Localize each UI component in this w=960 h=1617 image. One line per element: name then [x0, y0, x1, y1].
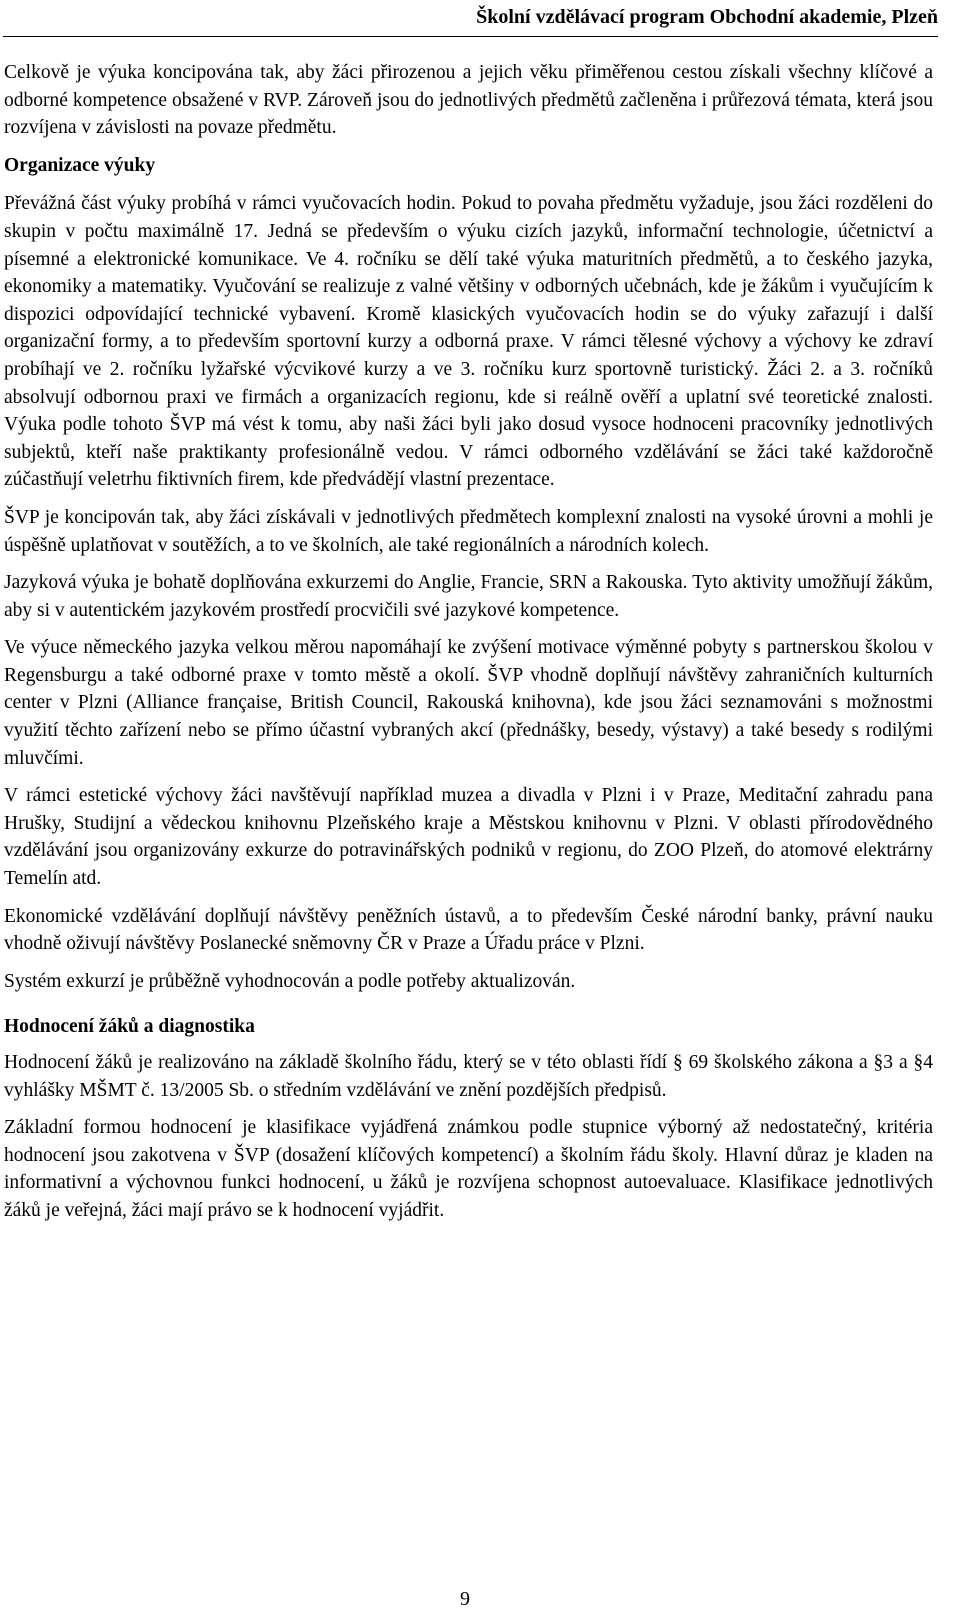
paragraph-organizace-6: Ekonomické vzdělávání doplňují návštěvy peněžních ústavů, a to především České národní banky, právní nauku vhodně oživují návštěvy Poslanecké sněmovny ČR v Praze a Úřadu práce v Plzni.: [4, 905, 933, 955]
paragraph-hodnoceni-1: Hodnocení žáků je realizováno na základě školního řádu, který se v této oblasti řídí § 69 školského zákona a §3 a §4 vyhlášky MŠMT č. 13/2005 Sb. o středním vzdělávání ve znění pozdějších předpisů.: [4, 1052, 933, 1101]
section-heading-hodnoceni: Hodnocení žáků a diagnostika: [4, 1016, 255, 1038]
paragraph-organizace-3: Jazyková výuka je bohatě doplňována exkurzemi do Anglie, Francie, SRN a Rakouska. Tyto aktivity umožňují žákům, aby si v autentickém jazykovém prostředí procvičili své jazykové kompetence.: [4, 572, 933, 621]
paragraph-organizace-4: Ve výuce německého jazyka velkou měrou napomáhají ke zvýšení motivace výměnné pobyty s partnerskou školou v Regensburgu a také odborné praxe v tomto městě a okolí. ŠVP vhodně doplňují návštěvy zahraničních kulturních center v Plzni (Alliance française, British Council, Rakouská knihovna), kde jsou žáci seznamováni s možnostmi využití těchto zařízení nebo se přímo účastní vybraných akcí (přednášky, besedy, výstavy) a také besedy s rodilými mluvčími.: [4, 637, 933, 769]
header-rule: [3, 36, 938, 37]
running-header: Školní vzdělávací program Obchodní akademie, Plzeň: [476, 6, 938, 28]
paragraph-hodnoceni-2: Základní formou hodnocení je klasifikace vyjádřená známkou podle stupnice výborný až nedostatečný, kritéria hodnocení jsou zakotvena v ŠVP (dosažení klíčových kompetencí) a školním řádu školy. Hlavní důraz je kladen na informativní a výchovnou funkci hodnocení, u žáků je rozvíjena schopnost autoevaluace. Klasifikace jednotlivých žáků je veřejná, žáci mají právo se k hodnocení vyjádřit.: [4, 1117, 933, 1221]
page-number: 9: [460, 1588, 470, 1610]
paragraph-organizace-1: Převážná část výuky probíhá v rámci vyučovacích hodin. Pokud to povaha předmětu vyžaduje, jsou žáci rozděleni do skupin v počtu maximálně 17. Jedná se především o výuku cizích jazyků, informační technologie, účetnictví a písemné a elektronické komunikace. Ve 4. ročníku se dělí také výuka maturitních předmětů, a to českého jazyka, ekonomiky a matematiky. Vyučování se realizuje z valné většiny v odborných učebnách, kde je žákům i vyučujícím k dispozici odpovídající technické vybavení. Kromě klasických vyučovacích hodin se do výuky zařazují i další organizační formy, a to především sportovní kurzy a odborná praxe. V rámci tělesné výchovy a výchovy ke zdraví probíhají ve 2. ročníku lyžařské výcvikové kurzy a ve 3. ročníku kurz sportovně turistický. Žáci 2. a 3. ročníků absolvují odbornou praxi ve firmách a organizacích regionu, kde si reálně ověří a uplatní své teoretické znalosti. Výuka podle tohoto ŠVP má vést k tomu, aby naši žáci byli jako dosud vysoce hodnoceni pracovníky jednotlivých subjektů, kteří naše praktikanty profesionálně vedou. V rámci odborného vzdělávání se žáci také každoročně zúčastňují veletrhu fiktivních firem, kde předvádějí vlastní prezentace.: [4, 193, 933, 491]
paragraph-organizace-2: ŠVP je koncipován tak, aby žáci získávali v jednotlivých předmětech komplexní znalosti na vysoké úrovni a mohli je úspěšně uplatňovat v soutěžích, a to ve školních, ale také regionálních a národních kolech.: [4, 506, 933, 556]
paragraph-organizace-5: V rámci estetické výchovy žáci navštěvují například muzea a divadla v Plzni i v Praze, Meditační zahradu pana Hrušky, Studijní a vědeckou knihovnu Plzeňského kraje a Městskou knihovnu v Plzni. V oblasti přírodovědného vzdělávání jsou organizovány exkurze do potravinářských podniků v regionu, do ZOO Plzeň, do atomové elektrárny Temelín atd.: [4, 785, 933, 890]
intro-paragraph: Celkově je výuka koncipována tak, aby žáci přirozenou a jejich věku přiměřenou cestou získali všechny klíčové a odborné kompetence obsažené v RVP. Zároveň jsou do jednotlivých předmětů začleněna i průřezová témata, která jsou rozvíjena v závislosti na povaze předmětu.: [4, 62, 933, 139]
page-content: [4, 59, 933, 1235]
paragraph-organizace-7: Systém exkurzí je průběžně vyhodnocován a podle potřeby aktualizován.: [4, 970, 576, 992]
section-heading-organizace: Organizace výuky: [4, 154, 156, 176]
